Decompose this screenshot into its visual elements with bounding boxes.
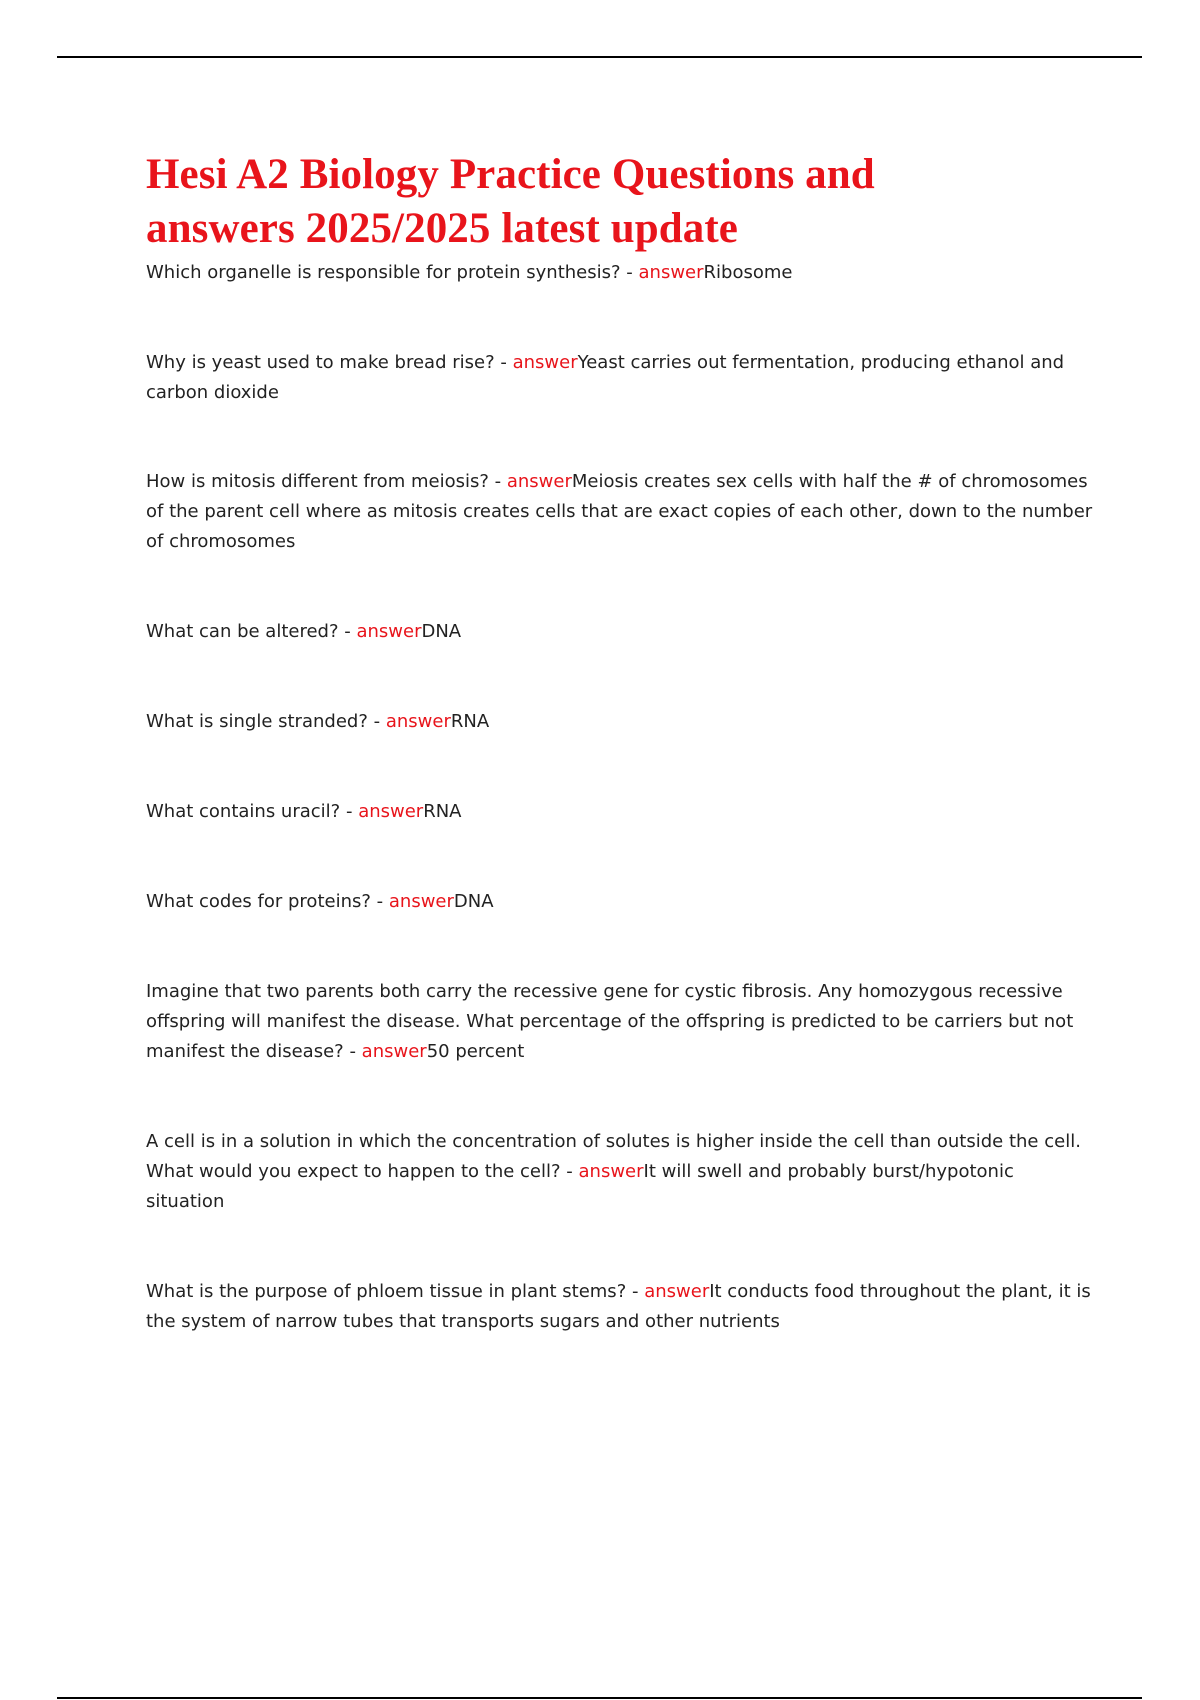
title-line-2: answers 2025/2025 latest update (146, 205, 738, 252)
separator: - (343, 1041, 362, 1062)
qa-item-1 (146, 258, 1096, 288)
answer-label: answer (638, 262, 704, 283)
answer-text: Meiosis creates sex cells with half the # of chromosomes of the parent cell where as mitosis creates cells that are exact copies of each other, down to the number of chromosomes (146, 471, 1093, 552)
answer-text: 50 percent (426, 1041, 525, 1062)
header-rule (57, 56, 1142, 58)
qa-item-2 (146, 348, 1096, 408)
answer-label: answer (578, 1161, 644, 1182)
answer-text: RNA (423, 801, 462, 822)
question-text: A cell is in a solution in which the concentration of solutes is higher inside the cell than outside the cell. What would you expect to happen to the cell? (146, 1131, 1081, 1182)
answer-text: It will swell and probably burst/hypotonic situation (146, 1161, 1014, 1212)
answer-label: answer (361, 1041, 427, 1062)
answer-label: answer (358, 801, 424, 822)
qa-item-3 (146, 467, 1096, 557)
answer-label: answer (506, 471, 572, 492)
qa-list (146, 258, 1096, 1337)
question-text: Why is yeast used to make bread rise? (146, 352, 495, 373)
question-text: What is the purpose of phloem tissue in plant stems? (146, 1281, 627, 1302)
question-text: What can be altered? (146, 621, 339, 642)
question-text: How is mitosis different from meiosis? (146, 471, 489, 492)
answer-text: Ribosome (703, 262, 793, 283)
footer-rule (57, 1697, 1142, 1699)
qa-item-5 (146, 707, 1096, 737)
title-line-1: Hesi A2 Biology Practice Questions and (146, 151, 875, 198)
qa-item-7 (146, 887, 1096, 917)
question-text: What contains uracil? (146, 801, 341, 822)
answer-text: DNA (421, 621, 462, 642)
separator: - (367, 711, 386, 732)
question-text: What codes for proteins? (146, 891, 371, 912)
qa-item-9 (146, 1127, 1096, 1217)
answer-text: Yeast carries out fermentation, producing ethanol and carbon dioxide (146, 352, 1065, 403)
separator: - (494, 352, 513, 373)
answer-label: answer (388, 891, 454, 912)
answer-label: answer (644, 1281, 710, 1302)
question-text: What is single stranded? (146, 711, 368, 732)
qa-item-8 (146, 977, 1096, 1067)
answer-label: answer (356, 621, 422, 642)
separator: - (560, 1161, 579, 1182)
qa-item-6 (146, 797, 1096, 827)
separator: - (370, 891, 389, 912)
answer-text: RNA (450, 711, 490, 732)
separator: - (338, 621, 357, 642)
answer-label: answer (512, 352, 578, 373)
document-body (146, 148, 1096, 1337)
separator: - (488, 471, 507, 492)
question-text: Imagine that two parents both carry the recessive gene for cystic fibrosis. Any homozygous recessive offspring will manifest the disease. What percentage of the offspring is predicted to be carriers but not manifest the disease? (146, 981, 1074, 1062)
separator: - (626, 1281, 645, 1302)
separator: - (340, 801, 359, 822)
document-title (146, 148, 1096, 256)
question-text: Which organelle is responsible for protein synthesis? (146, 262, 621, 283)
separator: - (620, 262, 639, 283)
answer-label: answer (385, 711, 451, 732)
answer-text: DNA (453, 891, 494, 912)
answer-text: It conducts food throughout the plant, it is the system of narrow tubes that transports sugars and other nutrients (146, 1281, 1091, 1332)
qa-item-4 (146, 617, 1096, 647)
qa-item-10 (146, 1277, 1096, 1337)
